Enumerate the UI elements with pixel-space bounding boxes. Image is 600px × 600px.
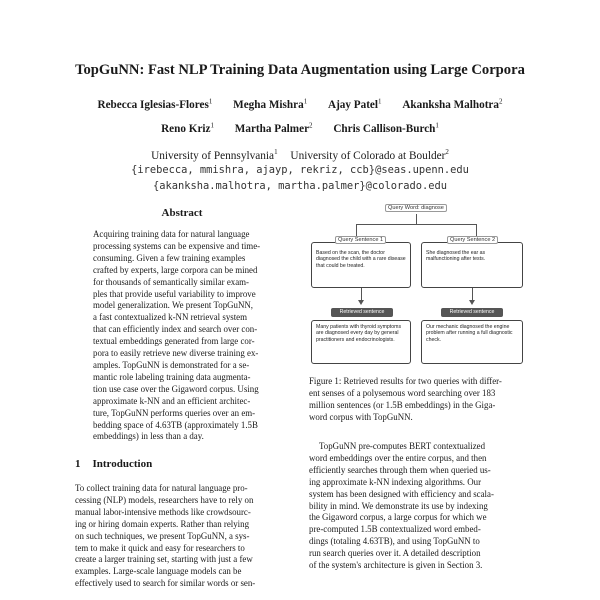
introduction-body [75,483,289,590]
abstract-line: amples. TopGuNN is demonstrated for a se- [93,359,250,370]
author: Akanksha Malhotra$^2$ [402,97,503,111]
author: Martha Palmer$^2$ [234,121,313,135]
body-line: the Gigaword corpus, a large corpus for which we [309,512,487,523]
body-line: bility in mind. We demonstrate its use by indexing [309,500,488,511]
affiliation: University of Pennsylvania$^1$ [151,148,278,162]
affiliation: University of Colorado at Boulder$^2$ [290,148,449,162]
retrieved-sentence-1-text: Many patients with thyroid symptoms are diagnosed every day by general practitioners and endocrinologists. [316,324,402,343]
intro-line: cessing (NLP) models, researchers have to rely on [75,494,254,505]
query-sentence-2-label: Query Sentence 2 [447,236,498,244]
section-heading [75,458,152,470]
right-column-body [309,441,525,572]
body-line: system has been designed with efficiency and scala- [309,488,494,499]
section-title: Introduction [92,458,153,470]
retrieved-sentence-2-box [421,320,523,364]
abstract-line: model generalization. We present TopGuNN, [93,300,254,311]
query-sentence-2-box [421,242,523,288]
body-line: run search queries over it. A detailed description [309,548,481,559]
connector [476,224,477,236]
query-sentence-1-box [311,242,411,288]
abstract-line: approximate k-NN and an efficient architec- [93,395,251,406]
abstract-line: embeddings) in less than a day. [93,431,204,442]
query-sentence-2-text: She diagnosed the ear as malfunctioning after tests. [426,250,486,263]
abstract-line: processing systems can be expensive and time- [93,240,261,251]
email-line: {irebecca, mmishra, ajayp, rekriz, ccb}@seas.upenn.edu [131,164,469,176]
abstract-line: that can efficiently index and search over con- [93,324,258,335]
body-line: ing approximate k-NN indexing algorithms. Our [309,476,482,487]
abstract-body [93,229,273,443]
connector [356,224,357,236]
abstract-line: consuming. Given a few training examples [93,252,246,263]
query-sentence-1-text: Based on the scan, the doctor diagnosed the child with a rare disease that could be treated. [316,250,406,269]
figure-caption [309,376,525,424]
intro-line: manual labor-intensive methods like crowdsourc- [75,506,251,517]
abstract-line: crafted by experts, large corpora can be mined [93,264,258,275]
body-line: efficiently searches through them when queried us- [309,464,491,475]
author: Ajay Patel$^1$ [327,97,382,111]
abstract-line: for thousands of semantically similar exam- [93,276,250,287]
abstract-line: textual embeddings generated from large cor- [93,336,255,347]
abstract-line: ture, TopGuNN performs queries over an em- [93,407,256,418]
abstract-line: ples that provide useful variability to improve [93,288,256,299]
abstract-line: mantic role labeling training data augmenta- [93,371,251,382]
figure-1 [309,200,525,370]
author: Megha Mishra$^1$ [233,97,308,111]
arrow-down-icon [358,300,364,305]
abstract-line: Acquiring training data for natural language [93,229,250,239]
author: Chris Callison-Burch$^1$ [333,121,439,135]
body-line: word embeddings over the entire corpus, and then [309,452,487,463]
paper-title: TopGuNN: Fast NLP Training Data Augmentation using Large Corpora [75,62,525,78]
abstract-line: pora to easily retrieve new diverse training ex- [93,348,259,359]
abstract-line: a fast contextualized k-NN retrieval system [93,312,248,323]
intro-line: on such techniques, we present TopGuNN, a sys- [75,530,250,541]
query-sentence-1-label: Query Sentence 1 [335,236,386,244]
body-line: dings (totaling 4.63TB), and using TopGuNN to [309,536,480,547]
caption-line: million sentences (or 1.5B embeddings) in the Giga- [309,399,496,410]
caption-line: ent senses of a polysemous word searching over 183 [309,387,496,398]
body-line: of the system's architecture is given in Section 3. [309,560,483,571]
intro-line: To collect training data for natural language pro- [75,483,248,493]
author: Rebecca Iglesias-Flores$^1$ [97,97,213,111]
retrieved-sentence-2-label: Retrieved sentence [441,308,503,317]
intro-line: create a larger training set, starting with just a few [75,554,253,565]
section-number: 1 [75,458,81,470]
connector [356,224,477,225]
intro-line: examples. Large-scale language models can be [75,566,242,577]
abstract-line: tion use case over the Gigaword corpus. Using [93,383,259,394]
caption-line: Figure 1: Retrieved results for two queries with differ- [309,376,502,386]
connector [416,214,417,224]
retrieved-sentence-1-box [311,320,411,364]
abstract-line: bedding space of 4.63TB (approximately 1.5B [93,419,258,430]
intro-line: tem to make it quick and easy for researchers to [75,542,245,553]
body-line: pre-computed 1.5B contextualized word embed- [309,524,481,535]
email-line: {akanksha.malhotra, martha.palmer}@colorado.edu [152,180,448,192]
intro-line: effectively used to search for similar words or sen- [75,578,256,589]
author-list-row-2 [0,121,600,135]
author: Reno Kriz$^1$ [161,121,214,135]
body-line: TopGuNN pre-computes BERT contextualized [319,441,486,451]
intro-line: ing or hiring domain experts. Rather than relying [75,518,250,529]
affiliations [0,148,600,162]
retrieved-sentence-2-text: Our mechanic diagnosed the engine problem after running a full diagnostic check. [426,324,513,343]
retrieved-sentence-1-label: Retrieved sentence [331,308,393,317]
arrow-down-icon [469,300,475,305]
abstract-heading: Abstract [161,207,203,219]
author-list-row-1 [0,97,600,111]
query-word-label: Query Word: diagnose [385,204,447,212]
caption-line: word corpus with TopGuNN. [309,411,413,422]
